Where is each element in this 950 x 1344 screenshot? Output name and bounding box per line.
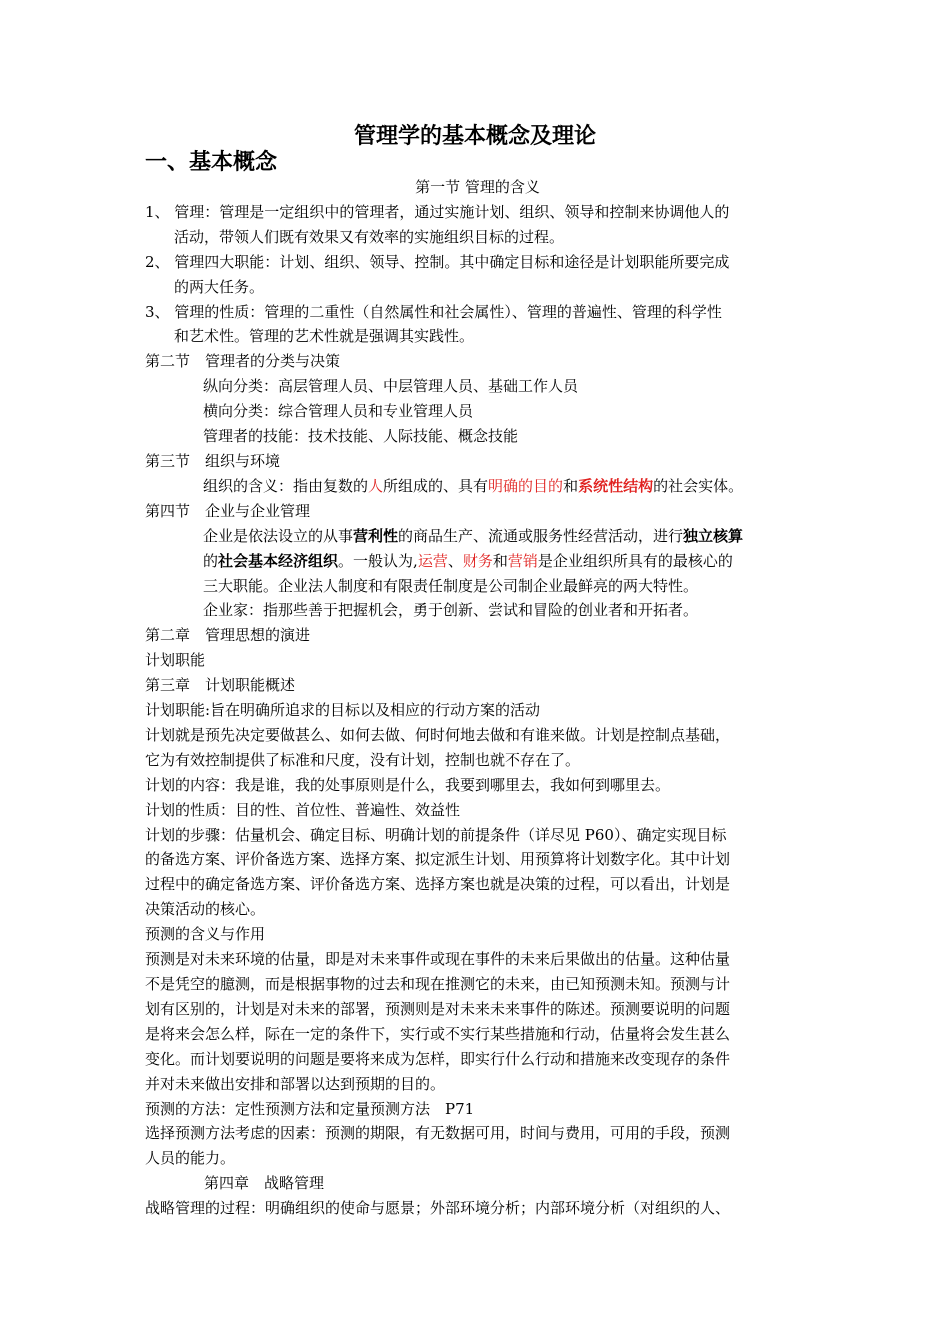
paragraph: 计划的性质：目的性、首位性、普遍性、效益性 [145, 800, 461, 819]
paragraph: 计划的内容：我是谁，我的处事原则是什么，我要到哪里去，我如何到哪里去。 [145, 775, 671, 794]
paragraph: 决策活动的核心。 [145, 900, 266, 919]
paragraph: 计划职能 [145, 651, 206, 670]
bold-term: 社会基本经济组织 [218, 551, 339, 570]
paragraph-enterprise-cont [145, 549, 810, 574]
paragraph: 不是凭空的臆测，而是根据事物的过去和现在推测它的未来，由已知预测未知。预测与计 [145, 975, 731, 993]
chapter-title: 第四章 战略管理 [204, 1174, 325, 1193]
chapter-title: 第三章 计划职能概述 [145, 676, 296, 695]
text-run: 和 [563, 476, 579, 495]
paragraph: 计划职能:旨在明确所追求的目标以及相应的行动方案的活动 [145, 701, 541, 720]
paragraph: 企业家：指那些善于把握机会，勇于创新、尝试和冒险的创业者和开拓者。 [203, 601, 699, 620]
highlight-red: 营销 [507, 551, 538, 570]
subsection-title: 第三节 组织与环境 [145, 451, 281, 470]
paragraph: 管理者的技能：技术技能、人际技能、概念技能 [203, 427, 519, 446]
paragraph-organization [145, 474, 810, 499]
paragraph: 人员的能力。 [145, 1149, 236, 1168]
paragraph: 的备选方案、评价备选方案、选择方案、拟定派生计划、用预算将计划数字化。其中计划 [145, 850, 731, 869]
paragraph: 预测的含义与作用 [145, 925, 266, 944]
paragraph: 过程中的确定备选方案、评价备选方案、选择方案也就是决策的过程，可以看出，计划是 [145, 875, 731, 894]
list-item-1: 1、 管理：管理是一定组织中的管理者，通过实施计划、组织、领导和控制来协调他人的 [145, 202, 730, 221]
paragraph: 是将来会怎么样，际在一定的条件下，实行或不实行某些措施和行动，估量将会发生甚么 [145, 1024, 731, 1043]
text-run: 和 [492, 551, 508, 570]
paragraph: 预测是对未来环境的估量，即是对未来事件或现在事件的未来后果做出的估量。这种估量 [145, 950, 731, 969]
list-item-3-cont: 和艺术性。管理的艺术性就是强调其实践性。 [174, 327, 475, 346]
paragraph: 变化。而计划要说明的问题是要将来成为怎样，即实行什么行动和措施来改变现存的条件 [145, 1049, 731, 1068]
paragraph: 战略管理的过程：明确组织的使命与愿景；外部环境分析；内部环境分析（对组织的人、 [145, 1199, 731, 1218]
highlight-red: 明确的目的 [488, 476, 564, 495]
paragraph: 划有区别的，计划是对未来的部署，预测则是对未来未来事件的陈述。预测要说明的问题 [145, 999, 731, 1018]
text-run: 、 [447, 551, 463, 570]
paragraph: 预测的方法：定性预测方法和定量预测方法 P71 [145, 1099, 475, 1118]
section-heading: 一、基本概念 [145, 150, 278, 175]
paragraph: 纵向分类：高层管理人员、中层管理人员、基础工作人员 [203, 377, 579, 396]
highlight-red: 人 [368, 476, 384, 495]
paragraph: 三大职能。企业法人制度和有限责任制度是公司制企业最鲜亮的两大特性。 [203, 576, 699, 595]
subsection-title: 第二节 管理者的分类与决策 [145, 352, 341, 371]
list-item-3: 3、 管理的性质：管理的二重性（自然属性和社会属性）、管理的普遍性、管理的科学性 [145, 302, 722, 321]
highlight-red: 运营 [417, 551, 448, 570]
paragraph: 计划的步骤：估量机会、确定目标、明确计划的前提条件（详尽见 P60）、确定实现目标 [145, 825, 727, 844]
paragraph-enterprise [145, 524, 810, 549]
highlight-red-bold: 系统性结构 [578, 476, 654, 495]
highlight-red: 财务 [462, 551, 493, 570]
document-title: 管理学的基本概念及理论 [353, 124, 596, 149]
text-run: 的社会实体。 [653, 476, 744, 495]
bold-term: 独立核算 [683, 526, 744, 545]
list-item-1-cont: 活动，带领人们既有效果又有效率的实施组织目标的过程。 [174, 227, 565, 246]
paragraph: 它为有效控制提供了标准和尺度，没有计划，控制也就不存在了。 [145, 750, 581, 769]
paragraph: 计划就是预先决定要做甚么、如何去做、何时何地去做和有谁来做。计划是控制点基础， [145, 725, 731, 744]
text-run: 。一般认为, [338, 551, 418, 570]
paragraph: 并对未来做出安排和部署以达到预期的目的。 [145, 1074, 446, 1093]
text-run: 的 [203, 551, 219, 570]
list-item-2: 2、 管理四大职能：计划、组织、领导、控制。其中确定目标和途径是计划职能所要完成 [145, 252, 730, 271]
subsection-title: 第一节 管理的含义 [415, 178, 540, 196]
list-item-2-cont: 的两大任务。 [174, 277, 265, 296]
paragraph: 横向分类：综合管理人员和专业管理人员 [203, 402, 474, 421]
paragraph: 选择预测方法考虑的因素：预测的期限，有无数据可用，时间与费用，可用的手段，预测 [145, 1124, 731, 1143]
subsection-title: 第四节 企业与企业管理 [145, 501, 311, 520]
text-run: 所组成的、具有 [383, 476, 489, 495]
bold-term: 营利性 [353, 526, 399, 545]
text-run: 的商品生产、流通或服务性经营活动，进行 [398, 526, 684, 545]
text-run: 企业是依法设立的从事 [203, 526, 354, 545]
text-run: 组织的含义：指由复数的 [203, 476, 369, 495]
text-run: 是企业组织所具有的最核心的 [537, 551, 733, 570]
chapter-title: 第二章 管理思想的演进 [145, 626, 311, 645]
document-body [145, 175, 810, 1221]
